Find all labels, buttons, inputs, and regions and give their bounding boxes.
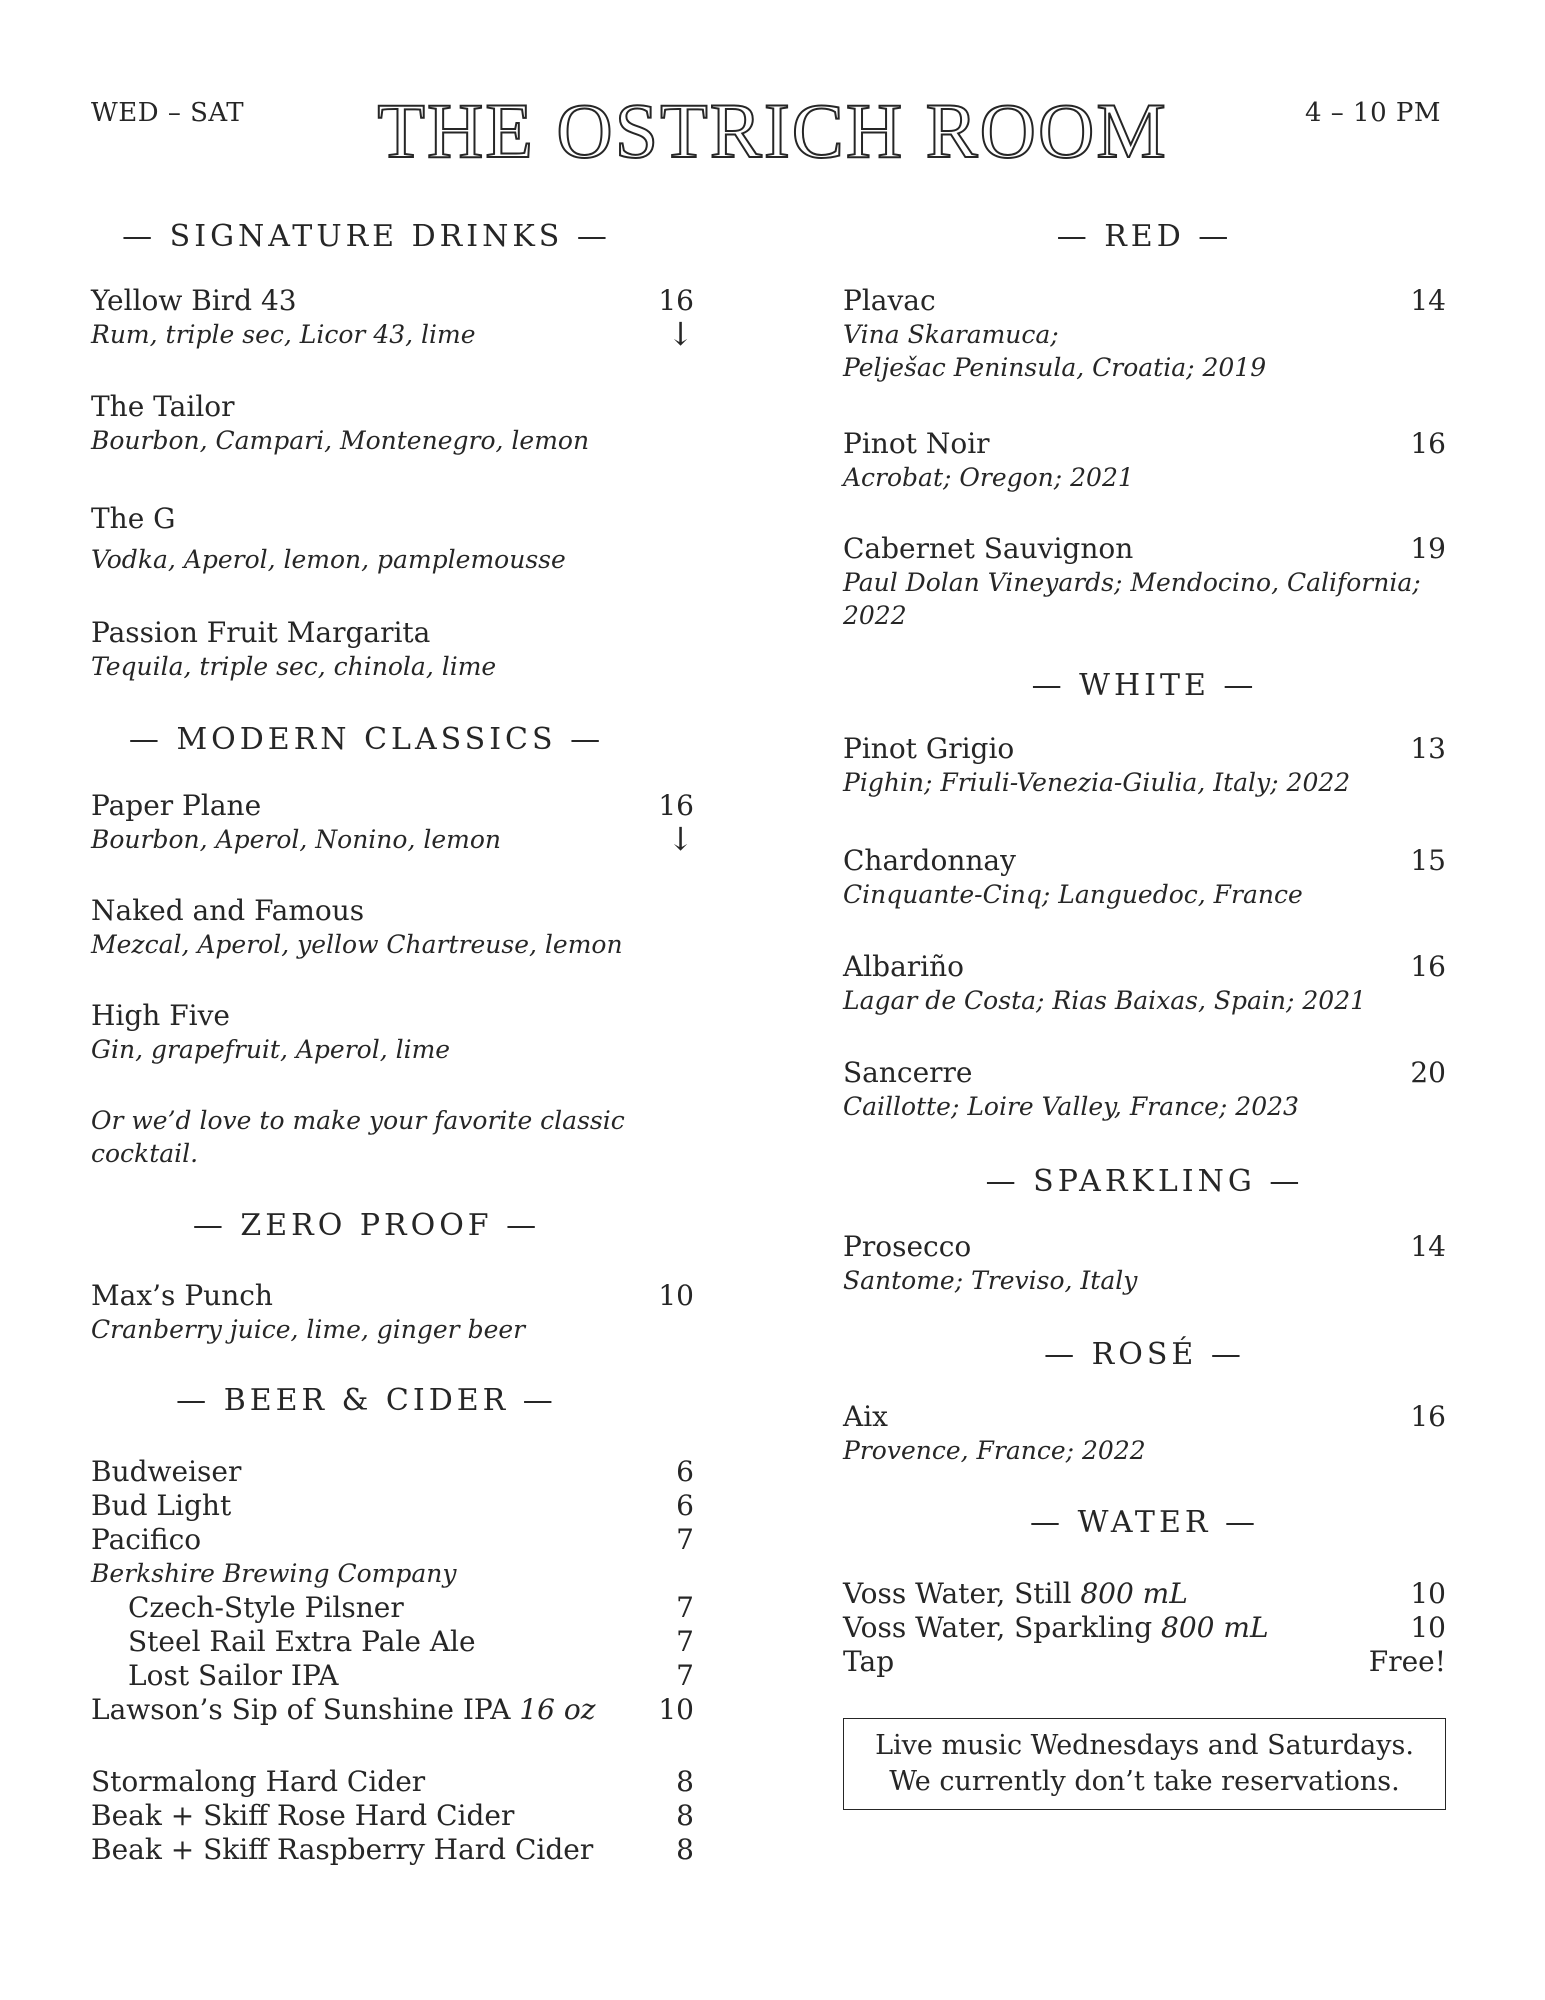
item-price: 14 (1410, 1230, 1446, 1263)
item-name: Albariño (843, 950, 965, 983)
item-price: 16 (658, 789, 694, 822)
item-name: Yellow Bird 43 (91, 284, 297, 317)
item-price: 8 (676, 1833, 694, 1866)
item-size: 16 oz (519, 1693, 596, 1726)
item-name: Stormalong Hard Cider (91, 1765, 426, 1798)
item-name: Pinot Noir (843, 427, 990, 460)
item-description: Santome; Treviso, Italy (843, 1266, 1138, 1295)
item-price: 15 (1410, 844, 1446, 877)
item-price: 19 (1410, 532, 1446, 565)
item-name: Beak + Skiff Raspberry Hard Cider (91, 1833, 594, 1866)
item-name: Cabernet Sauvignon (843, 532, 1134, 565)
menu-item (91, 616, 694, 683)
item-price: 6 (676, 1455, 694, 1488)
menu-item (91, 894, 694, 961)
item-description: Paul Dolan Vineyards; Mendocino, California; 2022 (843, 568, 1421, 630)
item-price: 8 (676, 1765, 694, 1798)
item-price: 20 (1410, 1056, 1446, 1089)
cider-list (91, 1765, 694, 1867)
restaurant-logo-title: THE OSTRICH ROOM (377, 87, 1168, 174)
item-price: 7 (676, 1625, 694, 1658)
item-name: Lost Sailor IPA (128, 1659, 339, 1692)
item-description: Cranberry juice, lime, ginger beer (91, 1315, 526, 1344)
item-price: 8 (676, 1799, 694, 1832)
days-label: WED – SAT (91, 98, 245, 128)
item-name: Lawson’s Sip of Sunshine IPA 16 oz (91, 1693, 596, 1726)
item-price: 16 (658, 284, 694, 317)
item-price: 10 (658, 1693, 694, 1726)
section-title-signature-drinks: — SIGNATURE DRINKS — (122, 219, 611, 254)
item-description: Caillotte; Loire Valley, France; 2023 (843, 1092, 1299, 1121)
item-description: Rum, triple sec, Licor 43, lime (91, 320, 476, 349)
item-description: Cinquante-Cinq; Languedoc, France (843, 880, 1303, 909)
menu-item (91, 789, 694, 856)
beer-row (91, 1659, 694, 1693)
brewery-label: Berkshire Brewing Company (91, 1559, 457, 1588)
item-name: Tap (843, 1645, 895, 1678)
item-name: Czech-Style Pilsner (128, 1591, 404, 1624)
item-description: Vina Skaramuca; (843, 320, 1059, 349)
reservations-notice: We currently don’t take reservations. (889, 1766, 1400, 1797)
item-description: Bourbon, Campari, Montenegro, lemon (91, 426, 590, 455)
water-list (843, 1577, 1446, 1679)
section-title-rose: — ROSÉ — (1044, 1337, 1245, 1372)
beer-row (91, 1591, 694, 1625)
section-title-modern-classics: — MODERN CLASSICS — (128, 722, 605, 757)
section-title-sparkling: — SPARKLING — (985, 1164, 1304, 1199)
beer-row (91, 1693, 694, 1727)
beer-row (91, 1625, 694, 1659)
item-price: 16 (1410, 427, 1446, 460)
left-column (91, 219, 694, 1867)
item-price: 7 (676, 1659, 694, 1692)
beer-list (91, 1455, 694, 1727)
item-description: Mezcal, Aperol, yellow Chartreuse, lemon (91, 930, 623, 959)
right-column (843, 219, 1446, 1810)
item-name: Beak + Skiff Rose Hard Cider (91, 1799, 515, 1832)
item-name: The G (91, 502, 176, 535)
menu-item (91, 1279, 694, 1346)
wine-item (843, 844, 1446, 911)
item-name: Aix (843, 1400, 888, 1433)
item-name: Voss Water, Sparkling 800 mL (843, 1611, 1269, 1644)
item-price: 16 (1410, 1400, 1446, 1433)
item-description: Acrobat; Oregon; 2021 (843, 463, 1134, 492)
item-description: Pighin; Friuli-Venezia-Giulia, Italy; 2022 (843, 768, 1351, 797)
water-row (843, 1645, 1446, 1679)
item-price: 13 (1410, 732, 1446, 765)
hours-label: 4 – 10 PM (1304, 98, 1441, 128)
beer-row (91, 1455, 694, 1489)
item-description: Vodka, Aperol, lemon, pamplemousse (91, 545, 566, 574)
item-description: Provence, France; 2022 (843, 1436, 1146, 1465)
water-row (843, 1577, 1446, 1611)
beer-row (91, 1523, 694, 1557)
cider-row (91, 1833, 694, 1867)
section-title-water: — WATER — (1030, 1505, 1259, 1540)
item-description: Gin, grapefruit, Aperol, lime (91, 1035, 451, 1064)
menu-item (91, 999, 694, 1066)
item-price: 7 (676, 1523, 694, 1556)
beer-row (91, 1489, 694, 1523)
down-arrow-icon: ↓ (667, 315, 694, 353)
item-name: The Tailor (91, 390, 235, 423)
classic-cocktail-note: Or we’d love to make your favorite classic cocktail. (91, 1106, 625, 1168)
item-price: 10 (658, 1279, 694, 1312)
item-name: Prosecco (843, 1230, 972, 1263)
item-name: Budweiser (91, 1455, 242, 1488)
section-title-white: — WHITE — (1031, 668, 1258, 703)
item-name: Max’s Punch (91, 1279, 273, 1312)
item-name: Passion Fruit Margarita (91, 616, 431, 649)
wine-item (843, 732, 1446, 799)
item-name: Naked and Famous (91, 894, 365, 927)
section-title-zero-proof: — ZERO PROOF — (192, 1208, 541, 1243)
wine-item (843, 532, 1446, 632)
wine-item (843, 1056, 1446, 1123)
wine-item (843, 950, 1446, 1017)
item-price: 10 (1410, 1577, 1446, 1610)
live-music-notice: Live music Wednesdays and Saturdays. (875, 1730, 1414, 1761)
menu-item (91, 284, 694, 351)
item-name: Paper Plane (91, 789, 262, 822)
item-description: Tequila, triple sec, chinola, lime (91, 652, 497, 681)
item-price: 14 (1410, 284, 1446, 317)
wine-item (843, 284, 1446, 384)
item-name: High Five (91, 999, 231, 1032)
item-description: Pelješac Peninsula, Croatia; 2019 (843, 353, 1267, 382)
menu-item (91, 390, 694, 457)
item-size: 800 mL (1080, 1577, 1188, 1610)
item-name: Plavac (843, 284, 936, 317)
item-price: Free! (1368, 1645, 1446, 1678)
item-name: Bud Light (91, 1489, 232, 1522)
item-name: Pacifico (91, 1523, 202, 1556)
notice-box (843, 1718, 1446, 1810)
item-size: 800 mL (1161, 1611, 1269, 1644)
wine-item (843, 1230, 1446, 1297)
item-name: Pinot Grigio (843, 732, 1015, 765)
water-row (843, 1611, 1446, 1645)
item-description: Lagar de Costa; Rias Baixas, Spain; 2021 (843, 986, 1367, 1015)
menu-item (91, 502, 694, 576)
wine-item (843, 427, 1446, 494)
item-description: Bourbon, Aperol, Nonino, lemon (91, 825, 501, 854)
item-price: 16 (1410, 950, 1446, 983)
item-name: Chardonnay (843, 844, 1016, 877)
cider-row (91, 1765, 694, 1799)
section-title-beer-cider: — BEER & CIDER — (176, 1383, 557, 1418)
item-price: 6 (676, 1489, 694, 1522)
item-name: Steel Rail Extra Pale Ale (128, 1625, 476, 1658)
item-name: Sancerre (843, 1056, 973, 1089)
item-name: Voss Water, Still 800 mL (843, 1577, 1188, 1610)
section-title-red: — RED — (1056, 219, 1233, 254)
down-arrow-icon: ↓ (667, 820, 694, 858)
item-price: 10 (1410, 1611, 1446, 1644)
item-price: 7 (676, 1591, 694, 1624)
wine-item (843, 1400, 1446, 1467)
cider-row (91, 1799, 694, 1833)
